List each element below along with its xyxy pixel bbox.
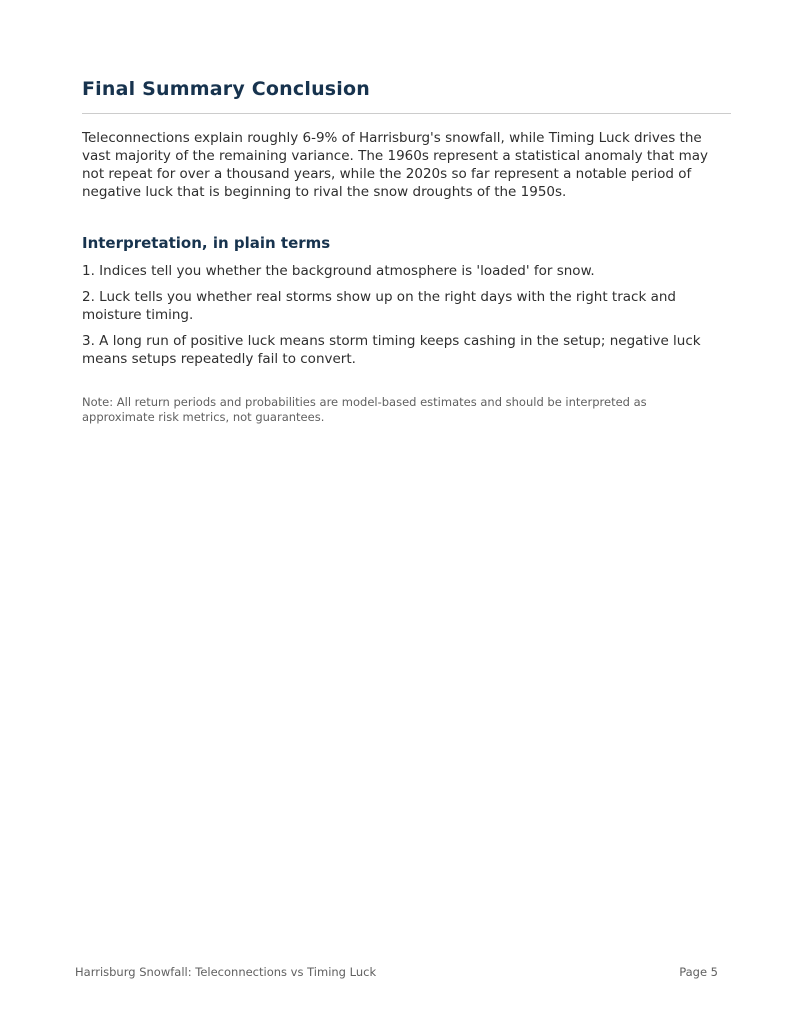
list-item: 1. Indices tell you whether the background atmosphere is 'loaded' for snow. xyxy=(82,263,595,279)
summary-paragraph: Teleconnections explain roughly 6-9% of Harrisburg's snowfall, while Timing Luck drives the vast majority of the remaining variance. The 1960s represent a statistical anomaly that may not repeat for over a thousand years, while the 2020s so far represent a notable period of negative luck that is beginning to rival the snow droughts of the 1950s. xyxy=(82,130,709,200)
list-item: 3. A long run of positive luck means storm timing keeps cashing in the setup; negative luck means setups repeatedly fail to convert. xyxy=(82,333,701,367)
page-title: Final Summary Conclusion xyxy=(82,78,370,100)
note-text: Note: All return periods and probabilities are model-based estimates and should be interpreted as approximate risk metrics, not guarantees. xyxy=(82,395,647,424)
title-divider xyxy=(82,113,731,114)
footer-doc-title: Harrisburg Snowfall: Teleconnections vs Timing Luck xyxy=(75,965,377,979)
footer-page-number: Page 5 xyxy=(679,965,718,979)
interpretation-list xyxy=(82,262,731,368)
interpretation-heading: Interpretation, in plain terms xyxy=(82,234,331,252)
page-content xyxy=(82,0,731,425)
list-item: 2. Luck tells you whether real storms show up on the right days with the right track and moisture timing. xyxy=(82,289,676,323)
